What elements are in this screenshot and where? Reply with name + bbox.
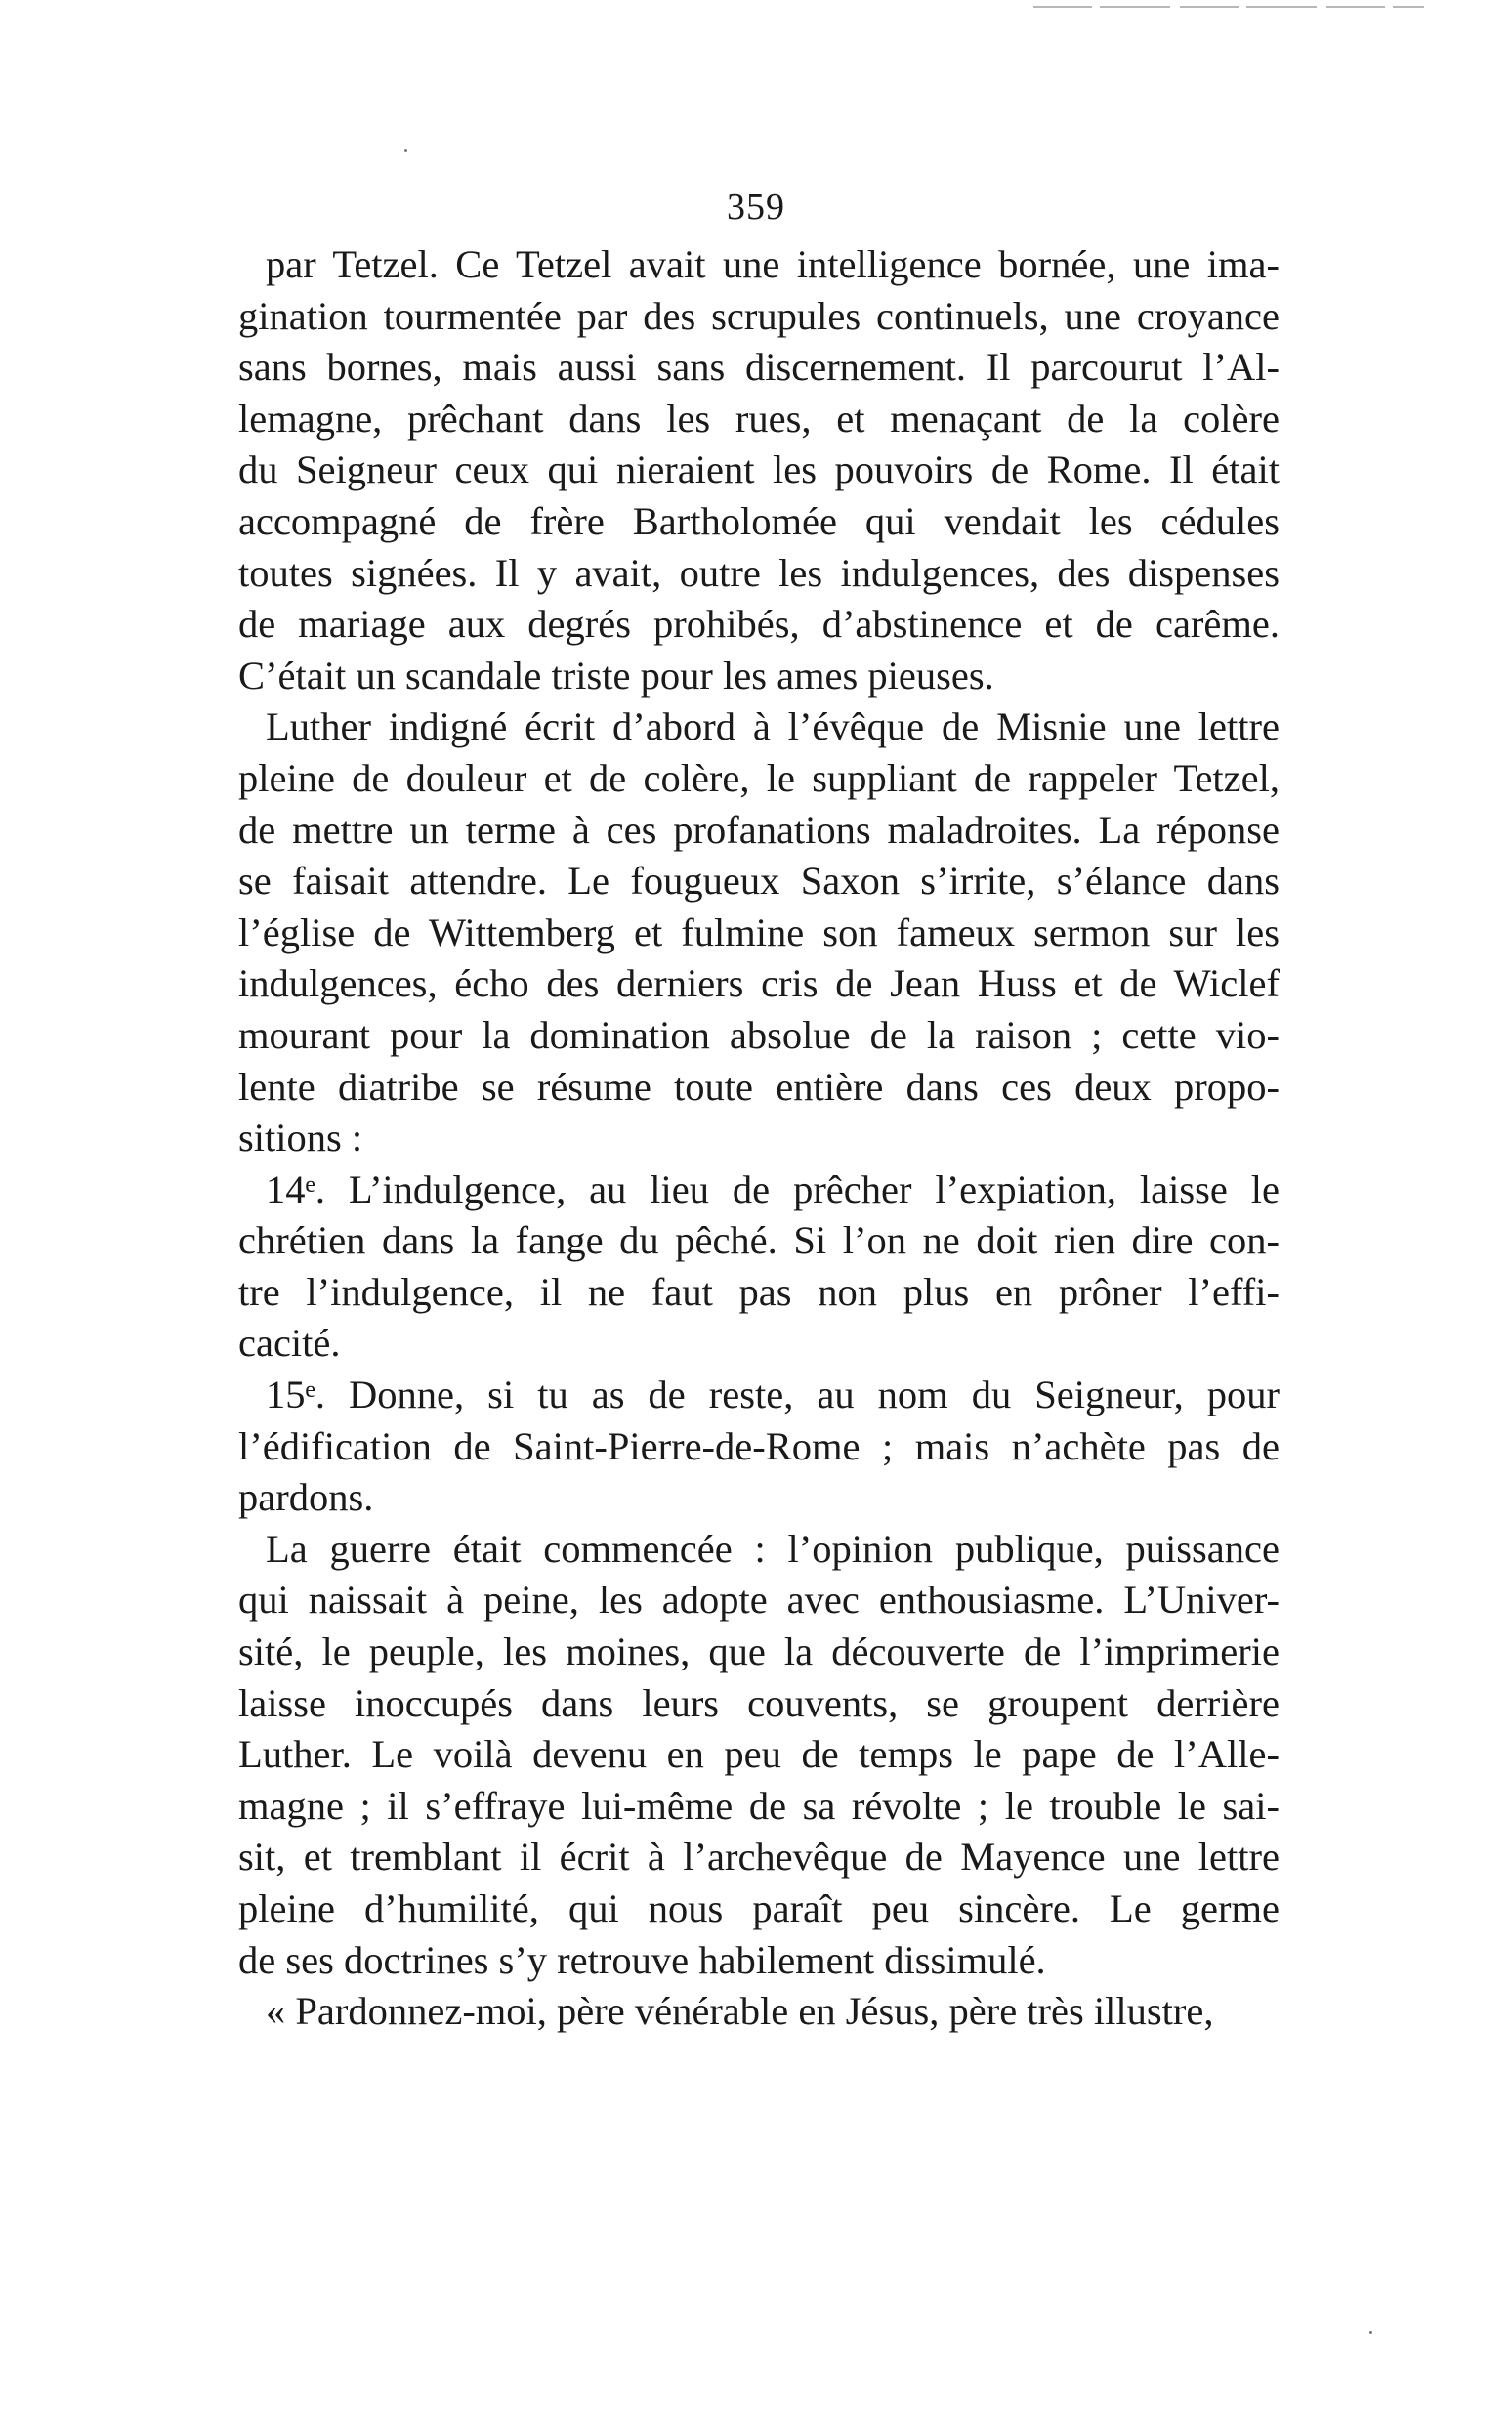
text-line: laisse inoccupés dans leurs couvents, se groupent derrière [238, 1680, 1280, 1725]
text-line: du Seigneur ceux qui nieraient les pouvoirs de Rome. Il était [238, 447, 1280, 492]
text-line: sité, le peuple, les moines, que la découverte de l’imprimerie [238, 1629, 1280, 1674]
text-line: de ses doctrines s’y retrouve habilement dissimulé. [238, 1937, 1046, 1982]
text-line: 15ᵉ. Donne, si tu as de reste, au nom du Seigneur, pour [266, 1373, 1280, 1417]
text-line: « Pardonnez-moi, père vénérable en Jésus, père très illustre, [266, 1989, 1214, 2034]
scan-edge-line [1033, 6, 1424, 8]
text-line: La guerre était commencée : l’opinion publique, puissance [266, 1526, 1280, 1571]
text-line: sitions : [238, 1116, 363, 1161]
text-line: chrétien dans la fange du pêché. Si l’on ne doit rien dire con- [238, 1218, 1280, 1263]
text-line: 14ᵉ. L’indulgence, au lieu de prêcher l’expiation, laisse le [266, 1166, 1280, 1211]
text-line: C’était un scandale triste pour les ames pieuses. [238, 653, 994, 698]
text-line: mourant pour la domination absolue de la raison ; cette vio- [238, 1012, 1280, 1057]
text-line: sit, et tremblant il écrit à l’archevêque de Mayence une lettre [238, 1835, 1280, 1880]
text-line: gination tourmentée par des scrupules continuels, une croyance [238, 293, 1280, 338]
text-line: Luther. Le voilà devenu en peu de temps le pape de l’Alle- [238, 1732, 1280, 1777]
text-line: lente diatribe se résume toute entière dans ces deux propo- [238, 1064, 1280, 1109]
text-line: qui naissait à peine, les adopte avec enthousiasme. L’Univer- [238, 1578, 1280, 1623]
text-line: Luther indigné écrit d’abord à l’évêque de Misnie une lettre [266, 704, 1280, 749]
page-number: 359 [727, 187, 785, 228]
text-line: sans bornes, mais aussi sans discernement. Il parcourut l’Al- [238, 345, 1280, 390]
text-line: magne ; il s’effraye lui-même de sa révolte ; le trouble le sai- [238, 1783, 1280, 1828]
paragraph [238, 239, 1280, 701]
text-line: pardons. [238, 1475, 374, 1520]
body-text [238, 239, 1280, 2038]
text-line: l’édification de Saint-Pierre-de-Rome ; mais n’achète pas de [238, 1423, 1280, 1468]
text-line: tre l’indulgence, il ne faut pas non plus en prôner l’effi- [238, 1269, 1280, 1314]
text-line: par Tetzel. Ce Tetzel avait une intelligence bornée, une ima- [266, 242, 1280, 286]
paragraph [238, 1370, 1280, 1524]
paragraph [238, 1524, 1280, 1986]
text-line: pleine d’humilité, qui nous paraît peu sincère. Le germe [238, 1886, 1280, 1930]
paragraph [238, 701, 1280, 1163]
paragraph [238, 1986, 1280, 2038]
text-line: se faisait attendre. Le fougueux Saxon s’irrite, s’élance dans [238, 859, 1280, 904]
text-line: de mariage aux degrés prohibés, d’abstinence et de carême. [238, 602, 1280, 647]
speck [404, 149, 407, 152]
text-line: toutes signées. Il y avait, outre les indulgences, des dispenses [238, 550, 1280, 595]
text-line: l’église de Wittemberg et fulmine son fameux sermon sur les [238, 909, 1280, 954]
paragraph [238, 1164, 1280, 1370]
text-line: de mettre un terme à ces profanations maladroites. La réponse [238, 807, 1280, 852]
text-line: indulgences, écho des derniers cris de Jean Huss et de Wiclef [238, 961, 1280, 1006]
text-line: accompagné de frère Bartholomée qui vendait les cédules [238, 498, 1280, 543]
text-line: cacité. [238, 1321, 341, 1366]
text-line: pleine de douleur et de colère, le suppliant de rappeler Tetzel, [238, 755, 1280, 800]
text-line: lemagne, prêchant dans les rues, et menaçant de la colère [238, 396, 1280, 441]
speck [1369, 2331, 1372, 2334]
